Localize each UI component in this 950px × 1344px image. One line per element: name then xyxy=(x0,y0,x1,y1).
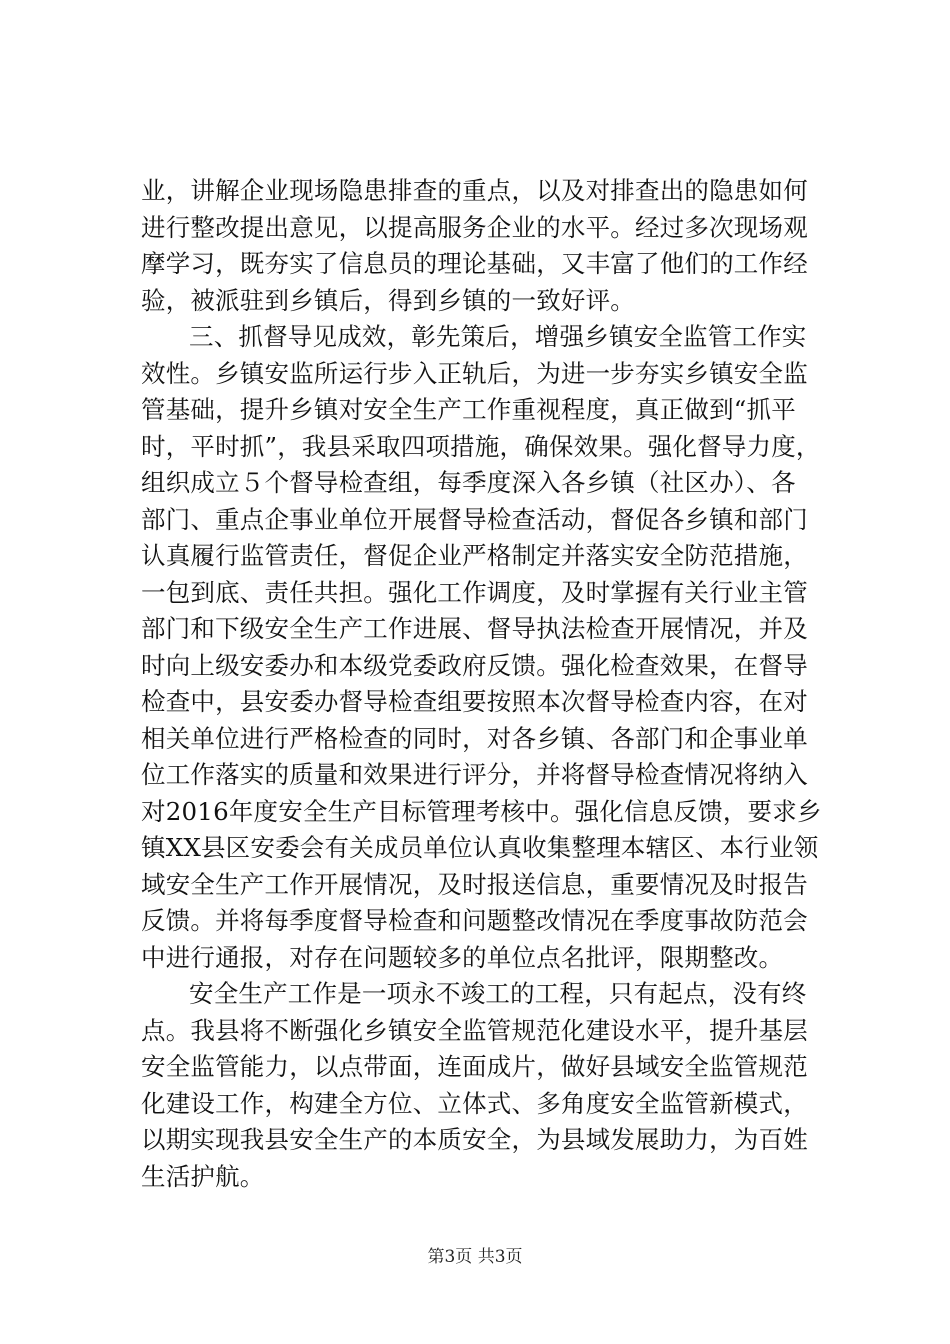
text-line: 进行整改提出意见，以提高服务企业的水平。经过多次现场观 xyxy=(141,212,808,242)
text-line: 安全监管能力，以点带面，连面成片，做好县域安全监管规范 xyxy=(141,1052,808,1081)
document-body xyxy=(141,173,821,1195)
text-line: 安全生产工作是一项永不竣工的工程，只有起点，没有终 xyxy=(189,979,807,1008)
text-line: 生活护航。 xyxy=(141,1161,265,1191)
text-line: 部门、重点企事业单位开展督导检查活动，督促各乡镇和部门 xyxy=(141,504,808,534)
text-line: 相关单位进行严格检查的同时，对各乡镇、各部门和企事业单 xyxy=(141,723,808,753)
text-line: 对2016年度安全生产目标管理考核中。强化信息反馈，要求乡 xyxy=(141,796,822,826)
text-line: 点。我县将不断强化乡镇安全监管规范化建设水平，提升基层 xyxy=(141,1015,808,1045)
text-line: 一包到底、责任共担。强化工作调度，及时掌握有关行业主管 xyxy=(141,577,808,607)
page-footer: 第3页 共3页 xyxy=(427,1247,523,1267)
text-line: 时，平时抓”，我县采取四项措施，确保效果。强化督导力度， xyxy=(141,431,821,461)
text-line: 中进行通报，对存在问题较多的单位点名批评，限期整改。 xyxy=(141,942,784,972)
text-line: 以期实现我县安全生产的本质安全，为县域发展助力，为百姓 xyxy=(141,1125,808,1154)
text-line: 镇XX县区安委会有关成员单位认真收集整理本辖区、本行业领 xyxy=(141,833,819,862)
text-line: 域安全生产工作开展情况，及时报送信息，重要情况及时报告 xyxy=(141,869,808,899)
text-line: 检查中，县安委办督导检查组要按照本次督导检查内容，在对 xyxy=(141,687,808,716)
text-line: 业，讲解企业现场隐患排查的重点，以及对排查出的隐患如何 xyxy=(141,176,808,205)
text-line: 摩学习，既夯实了信息员的理论基础，又丰富了他们的工作经 xyxy=(141,249,808,278)
text-line: 化建设工作，构建全方位、立体式、多角度安全监管新模式， xyxy=(141,1088,808,1118)
text-line: 部门和下级安全生产工作进展、督导执法检查开展情况，并及 xyxy=(141,614,808,643)
text-line: 验，被派驻到乡镇后，得到乡镇的一致好评。 xyxy=(141,285,635,315)
text-line: 三、抓督导见成效，彰先策后，增强乡镇安全监管工作实 xyxy=(189,322,807,351)
text-line: 时向上级安委办和本级党委政府反馈。强化检查效果，在督导 xyxy=(141,650,808,680)
text-line: 管基础，提升乡镇对安全生产工作重视程度，真正做到“抓平 xyxy=(141,395,796,424)
text-line: 效性。乡镇安监所运行步入正轨后，为进一步夯实乡镇安全监 xyxy=(141,358,808,388)
text-line: 认真履行监管责任，督促企业严格制定并落实安全防范措施， xyxy=(141,541,808,570)
text-line: 组织成立５个督导检查组，每季度深入各乡镇（社区办）、各 xyxy=(141,468,796,497)
text-line: 位工作落实的质量和效果进行评分，并将督导检查情况将纳入 xyxy=(141,760,808,789)
text-line: 反馈。并将每季度督导检查和问题整改情况在季度事故防范会 xyxy=(141,906,808,935)
